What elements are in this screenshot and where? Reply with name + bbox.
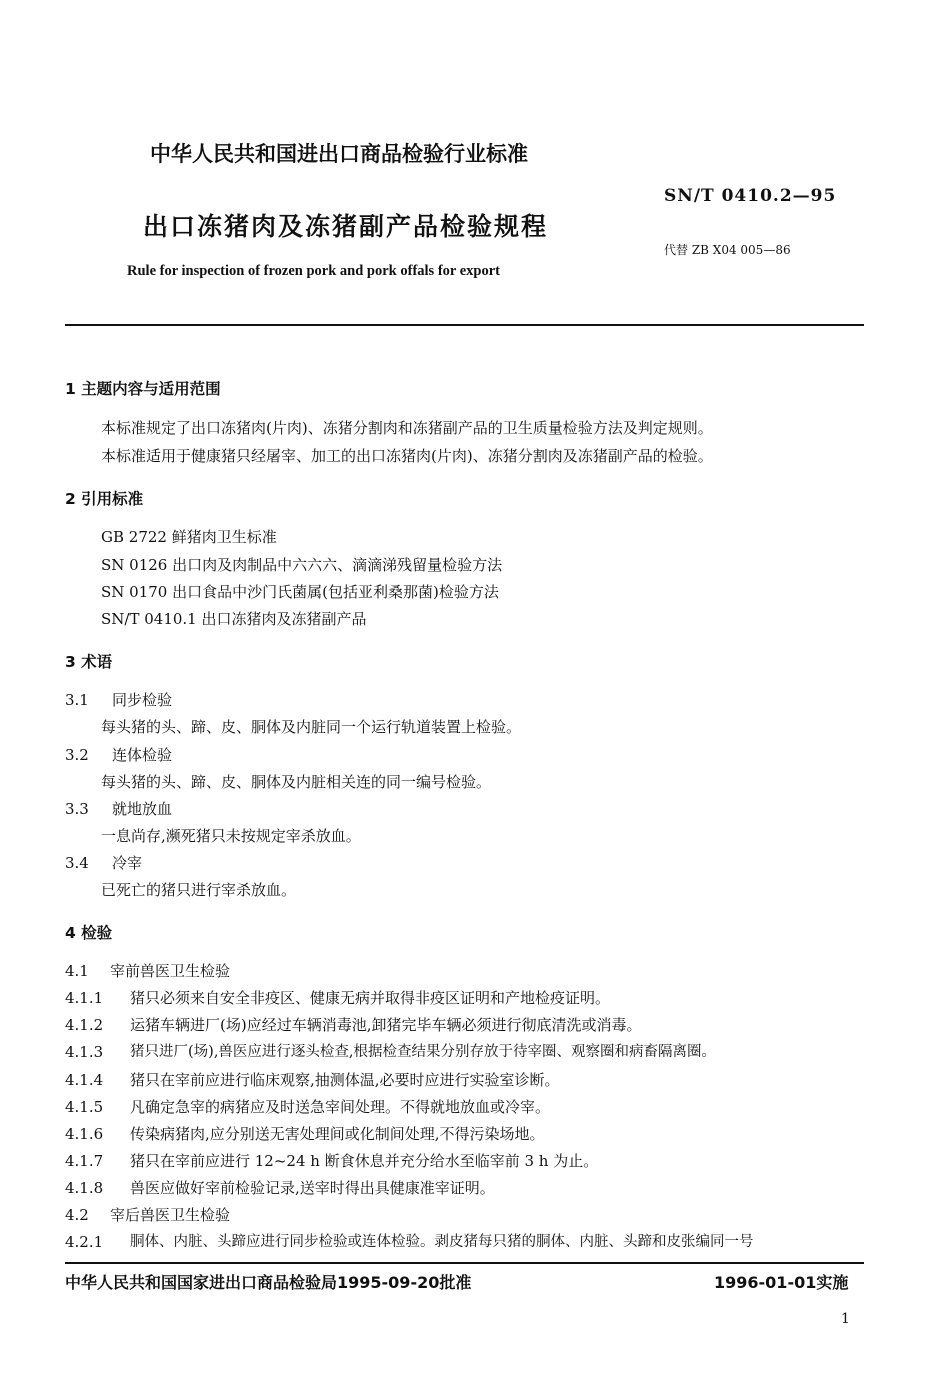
standard-code: SN/T 0410.2—95 [664, 186, 837, 206]
clause-number: 4.1.4 [65, 1071, 104, 1089]
clause-text: 运猪车辆进厂(场)应经过车辆消毒池,卸猪完毕车辆必须进行彻底清洗或消毒。 [130, 1016, 642, 1034]
clause-text: 猪只在宰前应进行 12~24 h 断食休息并充分给水至临宰前 3 h 为止。 [130, 1152, 599, 1170]
section-1-heading: 1 主题内容与适用范围 [65, 380, 221, 398]
replaces-standard: 代替 ZB X04 005—86 [664, 243, 791, 257]
clause-text: 猪只必须来自安全非疫区、健康无病并取得非疫区证明和产地检疫证明。 [130, 989, 611, 1007]
document-title-en: Rule for inspection of frozen pork and pork offals for export [127, 263, 500, 279]
clause-number: 4.2 [65, 1206, 89, 1224]
section-1-paragraph-2: 本标准适用于健康猪只经屠宰、加工的出口冻猪肉(片肉)、冻猪分割肉及冻猪副产品的检验。 [101, 447, 713, 465]
clause-text: 兽医应做好宰前检验记录,送宰时得出具健康准宰证明。 [130, 1179, 495, 1197]
clause-text: 猪只进厂(场),兽医应进行逐头检查,根据检查结果分别存放于待宰圈、观察圈和病畜隔离圈。 [130, 1044, 717, 1060]
clause-number: 4.1.8 [65, 1179, 104, 1197]
term-number: 3.1 [65, 691, 89, 709]
clause-number: 4.1.2 [65, 1016, 104, 1034]
section-1-paragraph-1: 本标准规定了出口冻猪肉(片肉)、冻猪分割肉和冻猪副产品的卫生质量检验方法及判定规则。 [101, 419, 713, 437]
term-number: 3.4 [65, 854, 89, 872]
clause-number: 4.1.7 [65, 1152, 104, 1170]
approval-statement: 中华人民共和国国家进出口商品检验局1995-09-20批准 [65, 1273, 472, 1292]
clause-number: 4.1.6 [65, 1125, 104, 1143]
term-name: 就地放血 [112, 800, 173, 818]
reference-item: SN 0170 出口食品中沙门氏菌属(包括亚利桑那菌)检验方法 [101, 583, 499, 601]
section-2-heading: 2 引用标准 [65, 490, 144, 508]
reference-item: SN/T 0410.1 出口冻猪肉及冻猪副产品 [101, 610, 367, 628]
footer-divider [65, 1262, 864, 1264]
page-number: 1 [841, 1311, 850, 1327]
term-definition: 每头猪的头、蹄、皮、胴体及内脏相关连的同一编号检验。 [101, 773, 492, 791]
term-name: 冷宰 [112, 854, 143, 872]
clause-text: 宰后兽医卫生检验 [110, 1206, 231, 1224]
clause-number: 4.1.5 [65, 1098, 104, 1116]
document-title-cn: 出口冻猪肉及冻猪副产品检验规程 [143, 212, 549, 241]
clause-text: 猪只在宰前应进行临床观察,抽测体温,必要时应进行实验室诊断。 [130, 1071, 560, 1089]
clause-text: 凡确定急宰的病猪应及时送急宰间处理。不得就地放血或冷宰。 [130, 1098, 551, 1116]
section-4-heading: 4 检验 [65, 924, 113, 942]
reference-item: GB 2722 鲜猪肉卫生标准 [101, 528, 277, 546]
term-number: 3.3 [65, 800, 89, 818]
term-definition: 每头猪的头、蹄、皮、胴体及内脏同一个运行轨道装置上检验。 [101, 718, 522, 736]
clause-number: 4.2.1 [65, 1233, 104, 1251]
clause-number: 4.1 [65, 962, 89, 980]
clause-text: 胴体、内脏、头蹄应进行同步检验或连体检验。剥皮猪每只猪的胴体、内脏、头蹄和皮张编同一号 [130, 1234, 754, 1250]
clause-text: 宰前兽医卫生检验 [110, 962, 231, 980]
term-name: 连体检验 [112, 746, 173, 764]
term-name: 同步检验 [112, 691, 173, 709]
section-3-heading: 3 术语 [65, 653, 113, 671]
term-number: 3.2 [65, 746, 89, 764]
clause-text: 传染病猪肉,应分别送无害处理间或化制间处理,不得污染场地。 [130, 1125, 545, 1143]
term-definition: 一息尚存,濒死猪只未按规定宰杀放血。 [101, 827, 361, 845]
clause-number: 4.1.1 [65, 989, 104, 1007]
clause-number: 4.1.3 [65, 1043, 104, 1061]
term-definition: 已死亡的猪只进行宰杀放血。 [101, 881, 297, 899]
header-divider [65, 324, 864, 326]
issuing-org-standard: 中华人民共和国进出口商品检验行业标准 [150, 142, 528, 166]
effective-date: 1996-01-01实施 [714, 1273, 849, 1292]
reference-item: SN 0126 出口肉及肉制品中六六六、滴滴涕残留量检验方法 [101, 556, 503, 574]
